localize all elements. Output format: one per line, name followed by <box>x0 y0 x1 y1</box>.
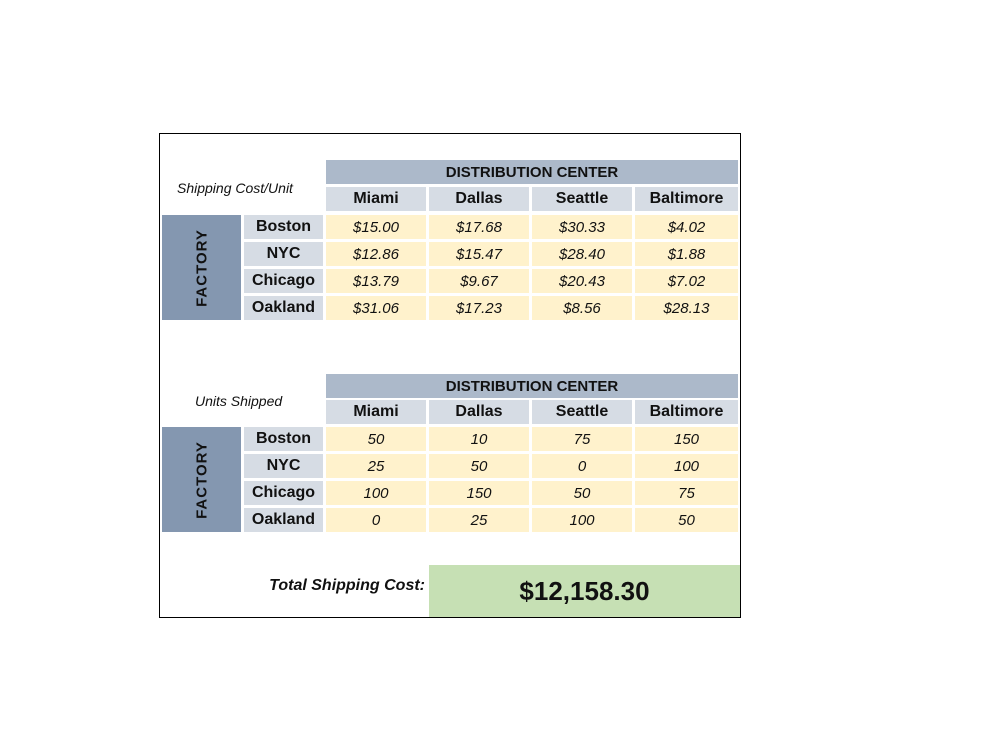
cost-col-header-baltimore: Baltimore <box>635 187 738 211</box>
units-cell[interactable]: 150 <box>635 427 738 451</box>
cost-table-group-header: DISTRIBUTION CENTER <box>326 160 738 184</box>
units-factory-band <box>162 427 241 532</box>
cost-cell[interactable]: $31.06 <box>326 296 426 320</box>
units-cell[interactable]: 50 <box>326 427 426 451</box>
cost-cell[interactable]: $28.40 <box>532 242 632 266</box>
cost-cell[interactable]: $15.47 <box>429 242 529 266</box>
units-cell[interactable]: 10 <box>429 427 529 451</box>
cost-cell[interactable]: $20.43 <box>532 269 632 293</box>
units-row-header-boston: Boston <box>244 427 323 451</box>
units-factory-label: FACTORY <box>193 440 210 519</box>
cost-col-header-miami: Miami <box>326 187 426 211</box>
cost-row-header-nyc: NYC <box>244 242 323 266</box>
units-cell[interactable]: 150 <box>429 481 529 505</box>
total-shipping-cost-value[interactable]: $12,158.30 <box>429 565 740 617</box>
cost-cell[interactable]: $28.13 <box>635 296 738 320</box>
units-cell[interactable]: 25 <box>326 454 426 478</box>
units-cell[interactable]: 100 <box>635 454 738 478</box>
units-cell[interactable]: 0 <box>532 454 632 478</box>
cost-table-caption: Shipping Cost/Unit <box>177 180 293 196</box>
cost-factory-label: FACTORY <box>193 228 210 307</box>
cost-cell[interactable]: $8.56 <box>532 296 632 320</box>
units-cell[interactable]: 50 <box>635 508 738 532</box>
units-cell[interactable]: 0 <box>326 508 426 532</box>
units-col-header-baltimore: Baltimore <box>635 400 738 424</box>
units-col-header-miami: Miami <box>326 400 426 424</box>
units-cell[interactable]: 25 <box>429 508 529 532</box>
cost-row-header-boston: Boston <box>244 215 323 239</box>
cost-row-header-oakland: Oakland <box>244 296 323 320</box>
units-table-group-header: DISTRIBUTION CENTER <box>326 374 738 398</box>
cost-cell[interactable]: $30.33 <box>532 215 632 239</box>
cost-cell[interactable]: $1.88 <box>635 242 738 266</box>
cost-col-header-dallas: Dallas <box>429 187 529 211</box>
units-col-header-dallas: Dallas <box>429 400 529 424</box>
cost-cell[interactable]: $9.67 <box>429 269 529 293</box>
cost-col-header-seattle: Seattle <box>532 187 632 211</box>
cost-cell[interactable]: $12.86 <box>326 242 426 266</box>
units-cell[interactable]: 100 <box>326 481 426 505</box>
cost-cell[interactable]: $17.68 <box>429 215 529 239</box>
units-cell[interactable]: 50 <box>532 481 632 505</box>
cost-factory-band <box>162 215 241 320</box>
cost-cell[interactable]: $13.79 <box>326 269 426 293</box>
spreadsheet-sheet <box>159 133 741 618</box>
units-row-header-chicago: Chicago <box>244 481 323 505</box>
cost-cell[interactable]: $17.23 <box>429 296 529 320</box>
total-shipping-cost-label: Total Shipping Cost: <box>269 577 425 594</box>
units-col-header-seattle: Seattle <box>532 400 632 424</box>
units-cell[interactable]: 50 <box>429 454 529 478</box>
units-row-header-nyc: NYC <box>244 454 323 478</box>
cost-cell[interactable]: $15.00 <box>326 215 426 239</box>
units-cell[interactable]: 100 <box>532 508 632 532</box>
units-cell[interactable]: 75 <box>635 481 738 505</box>
cost-cell[interactable]: $4.02 <box>635 215 738 239</box>
units-table-caption: Units Shipped <box>195 393 283 409</box>
cost-row-header-chicago: Chicago <box>244 269 323 293</box>
cost-cell[interactable]: $7.02 <box>635 269 738 293</box>
units-row-header-oakland: Oakland <box>244 508 323 532</box>
units-cell[interactable]: 75 <box>532 427 632 451</box>
